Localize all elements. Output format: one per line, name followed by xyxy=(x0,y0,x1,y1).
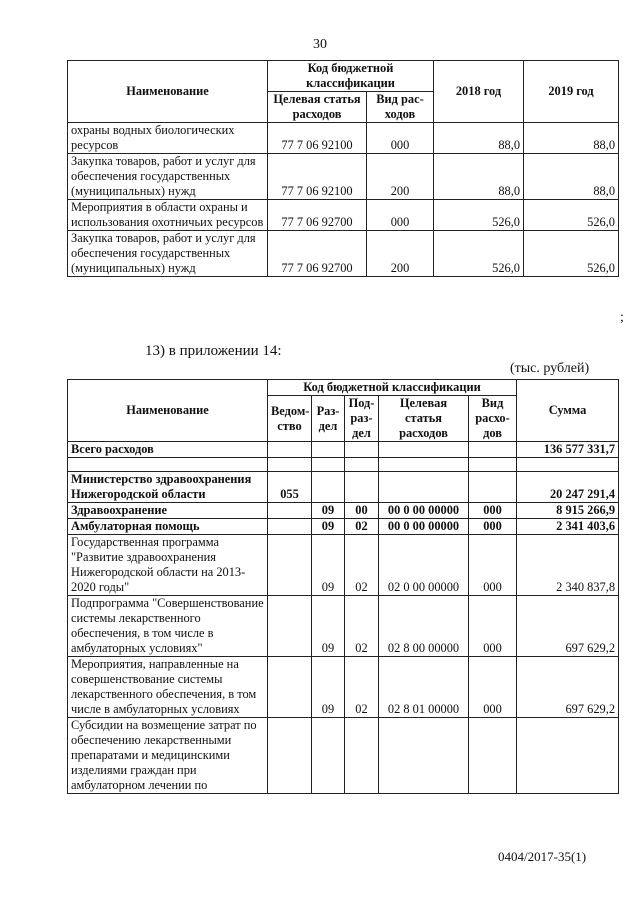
table-row xyxy=(68,535,619,596)
cell-kind: 000 xyxy=(367,200,434,231)
cell-target xyxy=(379,472,469,503)
col-header-subsection: Под-раз-дел xyxy=(345,396,379,442)
col-header-target: Целевая статья расходов xyxy=(379,396,469,442)
cell-kind xyxy=(469,472,517,503)
col-header-2018: 2018 год xyxy=(434,61,524,123)
total-sum: 136 577 331,7 xyxy=(517,442,619,458)
cell-name: Закупка товаров, работ и услуг для обеспечения государственных (муниципальных) нужд xyxy=(68,154,268,200)
cell-y2019: 526,0 xyxy=(524,231,619,277)
cell-name: Амбулаторная помощь xyxy=(68,519,268,535)
cell-y2018: 526,0 xyxy=(434,200,524,231)
cell-section: 09 xyxy=(312,519,345,535)
cell-target: 77 7 06 92700 xyxy=(268,200,367,231)
cell-subsection xyxy=(345,472,379,503)
appendix-14-table xyxy=(67,379,619,794)
table-row xyxy=(68,123,619,154)
col-header-section: Раз-дел xyxy=(312,396,345,442)
cell-sum: 2 341 403,6 xyxy=(517,519,619,535)
table-row xyxy=(68,503,619,519)
cell-target: 77 7 06 92100 xyxy=(268,154,367,200)
cell-dept xyxy=(268,519,312,535)
document-code: 0404/2017-35(1) xyxy=(498,849,587,864)
cell-name: охраны водных биологических ресурсов xyxy=(68,123,268,154)
cell-name: Министерство здравоохранения Нижегородской области xyxy=(68,472,268,503)
cell-subsection: 00 xyxy=(345,503,379,519)
cell-kind: 000 xyxy=(469,503,517,519)
cell-sum: 697 629,2 xyxy=(517,657,619,718)
cell-kind: 000 xyxy=(469,535,517,596)
col-header-code-group: Код бюджетной классификации xyxy=(268,61,434,92)
total-row xyxy=(68,442,619,458)
cell-kind: 200 xyxy=(367,231,434,277)
cell-subsection: 02 xyxy=(345,596,379,657)
cell-y2018: 526,0 xyxy=(434,231,524,277)
col-header-name: Наименование xyxy=(68,61,268,123)
cell-target: 02 8 01 00000 xyxy=(379,657,469,718)
table-row xyxy=(68,718,619,794)
table-row xyxy=(68,231,619,277)
col-header-name: Наименование xyxy=(68,380,268,442)
cell-section: 09 xyxy=(312,596,345,657)
budget-table-continued xyxy=(67,60,619,277)
cell-name: Здравоохранение xyxy=(68,503,268,519)
cell-kind: 000 xyxy=(469,519,517,535)
cell-kind: 000 xyxy=(469,657,517,718)
cell-name: Субсидии на возмещение затрат по обеспечению лекарственными препаратами и медицинскими изделиями граждан при амбулаторном лечении по xyxy=(68,718,268,794)
cell-y2019: 88,0 xyxy=(524,154,619,200)
cell-section: 09 xyxy=(312,503,345,519)
cell-kind: 200 xyxy=(367,154,434,200)
cell-subsection: 02 xyxy=(345,657,379,718)
cell-y2019: 526,0 xyxy=(524,200,619,231)
cell-name: Государственная программа "Развитие здравоохранения Нижегородской области на 2013-2020 годы" xyxy=(68,535,268,596)
spacer-row xyxy=(68,458,619,472)
cell-dept xyxy=(268,535,312,596)
col-header-kind: Вид рас-ходов xyxy=(367,92,434,123)
cell-target xyxy=(379,718,469,794)
cell-subsection xyxy=(345,718,379,794)
cell-target: 77 7 06 92700 xyxy=(268,231,367,277)
cell-name: Мероприятия в области охраны и использования охотничьих ресурсов xyxy=(68,200,268,231)
col-header-2019: 2019 год xyxy=(524,61,619,123)
table-row xyxy=(68,154,619,200)
cell-y2018: 88,0 xyxy=(434,154,524,200)
cell-kind xyxy=(469,718,517,794)
cell-name: Закупка товаров, работ и услуг для обеспечения государственных (муниципальных) нужд xyxy=(68,231,268,277)
cell-section xyxy=(312,472,345,503)
cell-section: 09 xyxy=(312,657,345,718)
cell-dept xyxy=(268,718,312,794)
col-header-code-group: Код бюджетной классификации xyxy=(268,380,517,396)
page-number: 30 xyxy=(313,37,327,52)
cell-name: Подпрограмма "Совершенствование системы лекарственного обеспечения, в том числе в амбулаторных условиях" xyxy=(68,596,268,657)
col-header-sum: Сумма xyxy=(517,380,619,442)
cell-sum: 697 629,2 xyxy=(517,596,619,657)
cell-dept: 055 xyxy=(268,472,312,503)
cell-y2018: 88,0 xyxy=(434,123,524,154)
cell-sum xyxy=(517,718,619,794)
cell-section xyxy=(312,718,345,794)
cell-y2019: 88,0 xyxy=(524,123,619,154)
cell-subsection: 02 xyxy=(345,519,379,535)
cell-dept xyxy=(268,657,312,718)
cell-target: 02 0 00 00000 xyxy=(379,535,469,596)
unit-note: (тыс. рублей) xyxy=(510,361,590,376)
cell-target: 00 0 00 00000 xyxy=(379,503,469,519)
col-header-kind: Вид расхо-дов xyxy=(469,396,517,442)
trailing-semicolon: ; xyxy=(620,310,624,325)
table-row xyxy=(68,596,619,657)
col-header-dept: Ведом-ство xyxy=(268,396,312,442)
appendix-intro: 13) в приложении 14: xyxy=(145,343,282,359)
cell-target: 00 0 00 00000 xyxy=(379,519,469,535)
cell-sum: 8 915 266,9 xyxy=(517,503,619,519)
col-header-target: Целевая статья расходов xyxy=(268,92,367,123)
table-row xyxy=(68,657,619,718)
cell-target: 02 8 00 00000 xyxy=(379,596,469,657)
cell-sum: 20 247 291,4 xyxy=(517,472,619,503)
table-row xyxy=(68,200,619,231)
cell-kind: 000 xyxy=(367,123,434,154)
cell-name: Мероприятия, направленные на совершенствование системы лекарственного обеспечения, в том числе в амбулаторных условиях xyxy=(68,657,268,718)
table-row xyxy=(68,472,619,503)
table-row xyxy=(68,519,619,535)
cell-dept xyxy=(268,596,312,657)
cell-sum: 2 340 837,8 xyxy=(517,535,619,596)
cell-subsection: 02 xyxy=(345,535,379,596)
cell-section: 09 xyxy=(312,535,345,596)
total-label: Всего расходов xyxy=(68,442,268,458)
cell-kind: 000 xyxy=(469,596,517,657)
cell-dept xyxy=(268,503,312,519)
cell-target: 77 7 06 92100 xyxy=(268,123,367,154)
